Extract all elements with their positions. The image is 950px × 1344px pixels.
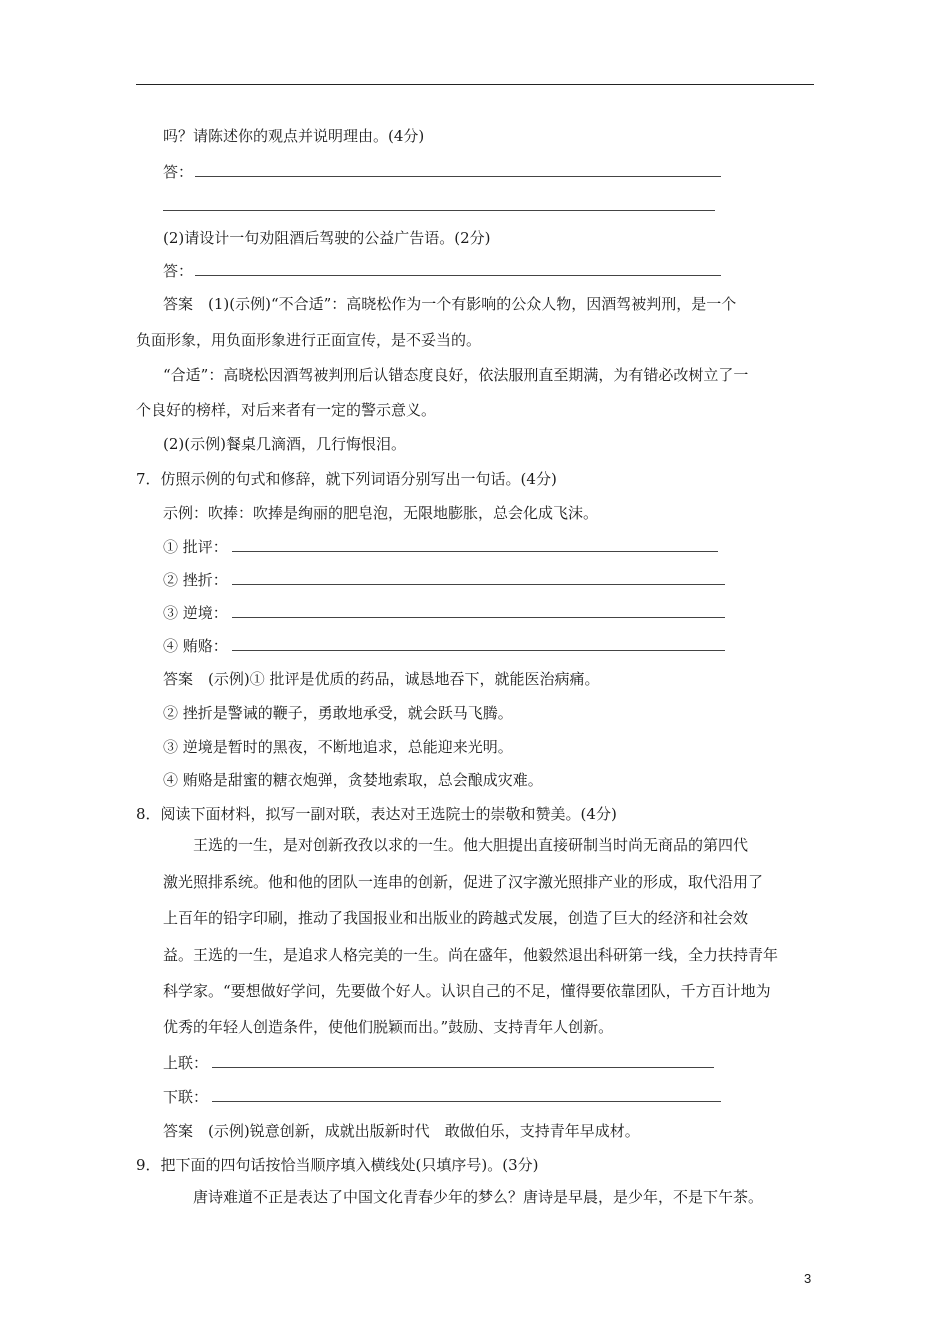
q6-answer-text: 答案 (1)(示例)“不合适”：高晓松作为一个有影响的公众人物，因酒驾被判刑，是一个 bbox=[163, 295, 737, 313]
page-number: 3 bbox=[804, 1271, 812, 1286]
q6-answer-label-1: 答： bbox=[163, 163, 194, 181]
q9-stem: 9．把下面的四句话按恰当顺序填入横线处(只填序号)。(3分) bbox=[136, 1156, 539, 1174]
q8-passage-line: 激光照排系统。他和他的团队一连串的创新，促进了汉字激光照排产业的形成，取代沿用了 bbox=[163, 873, 764, 891]
q6-answer-text: 负面形象，用负面形象进行正面宣传，是不妥当的。 bbox=[136, 331, 482, 349]
answer-blank-line[interactable] bbox=[212, 1067, 714, 1068]
answer-blank-line[interactable] bbox=[232, 650, 725, 651]
q8-passage-line: 优秀的年轻人创造条件，使他们脱颖而出。”鼓励、支持青年人创新。 bbox=[163, 1018, 614, 1036]
q8-passage-line: 上百年的铅字印刷，推动了我国报业和出版业的跨越式发展，创造了巨大的经济和社会效 bbox=[163, 909, 749, 927]
q7-item-label: ① 批评： bbox=[163, 538, 228, 556]
q8-lower-couplet-label: 下联： bbox=[163, 1088, 209, 1106]
header-rule bbox=[136, 84, 814, 85]
q9-passage-line: 唐诗难道不正是表达了中国文化青春少年的梦么？唐诗是早晨，是少年，不是下午茶。 bbox=[193, 1188, 764, 1206]
q7-answer-text: 答案 (示例)① 批评是优质的药品，诚恳地吞下，就能医治病痛。 bbox=[163, 670, 600, 688]
q7-stem: 7．仿照示例的句式和修辞，就下列词语分别写出一句话。(4分) bbox=[136, 470, 557, 488]
q8-answer-text: 答案 (示例)锐意创新，成就出版新时代 敢做伯乐，支持青年早成材。 bbox=[163, 1122, 640, 1140]
q7-item-label: ④ 贿赂： bbox=[163, 637, 228, 655]
q7-answer-text: ③ 逆境是暂时的黑夜，不断地追求，总能迎来光明。 bbox=[163, 738, 513, 756]
q7-example: 示例：吹捧：吹捧是绚丽的肥皂泡，无限地膨胀，总会化成飞沫。 bbox=[163, 504, 599, 522]
q6-answer-text: (2)(示例)餐桌几滴酒，几行悔恨泪。 bbox=[163, 435, 406, 453]
answer-blank-line[interactable] bbox=[163, 210, 715, 211]
q8-passage-line: 科学家。“要想做好学问，先要做个好人。认识自己的不足，懂得要依靠团队，千方百计地为 bbox=[163, 982, 771, 1000]
q7-item-label: ③ 逆境： bbox=[163, 604, 228, 622]
q6-answer-text: “合适”：高晓松因酒驾被判刑后认错态度良好，依法服刑直至期满，为有错必改树立了一 bbox=[163, 366, 749, 384]
q6-stem-continuation: 吗？请陈述你的观点并说明理由。(4分) bbox=[163, 127, 425, 145]
answer-blank-line[interactable] bbox=[232, 617, 725, 618]
q7-answer-text: ② 挫折是警诫的鞭子，勇敢地承受，就会跃马飞腾。 bbox=[163, 704, 513, 722]
q8-stem: 8．阅读下面材料，拟写一副对联，表达对王选院士的崇敬和赞美。(4分) bbox=[136, 805, 617, 823]
answer-blank-line[interactable] bbox=[232, 551, 718, 552]
q6-answer-text: 个良好的榜样，对后来者有一定的警示意义。 bbox=[136, 401, 437, 419]
answer-blank-line[interactable] bbox=[195, 176, 721, 177]
answer-blank-line[interactable] bbox=[195, 275, 721, 276]
answer-blank-line[interactable] bbox=[232, 584, 725, 585]
q6-sub-question-2: (2)请设计一句劝阻酒后驾驶的公益广告语。(2分) bbox=[163, 229, 491, 247]
q7-item-label: ② 挫折： bbox=[163, 571, 228, 589]
q8-upper-couplet-label: 上联： bbox=[163, 1054, 209, 1072]
q8-passage-line: 王选的一生，是对创新孜孜以求的一生。他大胆提出直接研制当时尚无商品的第四代 bbox=[193, 836, 749, 854]
answer-blank-line[interactable] bbox=[212, 1101, 721, 1102]
q7-answer-text: ④ 贿赂是甜蜜的糖衣炮弹，贪婪地索取，总会酿成灾难。 bbox=[163, 771, 543, 789]
q8-passage-line: 益。王选的一生，是追求人格完美的一生。尚在盛年，他毅然退出科研第一线，全力扶持青年 bbox=[163, 946, 779, 964]
q6-answer-label-2: 答： bbox=[163, 262, 194, 280]
